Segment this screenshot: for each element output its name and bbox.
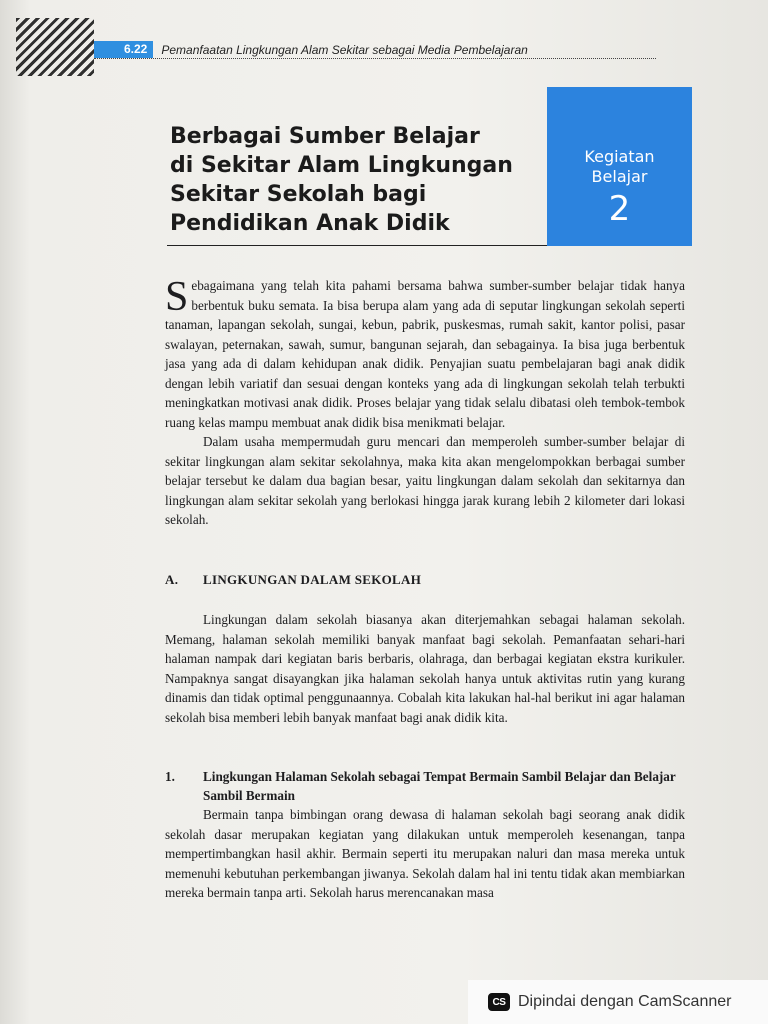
section-a-paragraph: Lingkungan dalam sekolah biasanya akan diterjemahkan sebagai halaman sekolah. Memang, halaman sekolah memiliki banyak manfaat bagi sekolah. Pemanfaatan sehari-hari halaman nampak dari kegiatan baris berbaris, olahraga, dan berbagai kegiatan ekstra kurikuler. Nampaknya sangat disayangkan jika halaman sekolah hanya untuk aktivitas rutin yang kurang dinamis dan tidak optimal penggunaannya. Cobalah kita lakukan hal-hal berikut ini agar halaman sekolah bisa memberi lebih banyak manfaat bagi anak didik kita. [165, 612, 685, 725]
running-header [94, 40, 656, 59]
section-a-title: LINGKUNGAN DALAM SEKOLAH [203, 572, 422, 587]
hatch-decoration [16, 18, 94, 76]
kb-number: 2 [608, 189, 631, 229]
kegiatan-belajar-box [547, 87, 692, 246]
drop-cap: S [165, 274, 189, 320]
section-a-label: A. [165, 572, 179, 587]
running-title: Pemanfaatan Lingkungan Alam Sekitar sebagai Media Pembelajaran [161, 43, 528, 57]
title-line: Sekitar Sekolah bagi [170, 182, 427, 207]
subsection-1-number: 1. [165, 769, 175, 784]
chapter-title [170, 122, 550, 238]
intro-paragraph-2: Dalam usaha mempermudah guru mencari dan memperoleh sumber-sumber belajar di sekitar lingkungan alam sekitar sekolahnya, maka kita akan mengelompokkan berbagai sumber belajar tersebut ke dalam dua bagian besar, yaitu lingkungan dalam sekolah dan sekitarnya dan lingkungan alam sekitar sekolah yang berlokasi hingga jarak kurang lebih 2 kilometer dari lokasi sekolah. [165, 434, 685, 527]
title-line: di Sekitar Alam Lingkungan [170, 153, 513, 178]
subsection-1-title: Lingkungan Halaman Sekolah sebagai Tempat Bermain Sambil Belajar dan Belajar Sambil Bermain [203, 769, 676, 803]
camscanner-logo-icon: CS [488, 993, 510, 1011]
title-line: Pendidikan Anak Didik [170, 211, 450, 236]
subsection-1-heading [165, 767, 685, 805]
page-number: 6.22 [94, 41, 153, 58]
watermark-text: Dipindai dengan CamScanner [518, 993, 732, 1010]
title-underline [167, 245, 547, 246]
subsection-1-body [165, 805, 685, 903]
section-a-body [165, 610, 685, 727]
kb-line1: Kegiatan [584, 147, 655, 166]
intro-para1-text: ebagaimana yang telah kita pahami bersama bahwa sumber-sumber belajar tidak hanya berbentuk buku semata. Ia bisa berupa alam yang ada di seputar lingkungan sekolah seperti tanaman, lapangan sekolah, sungai, kebun, pabrik, puskesmas, rumah sakit, kantor polisi, pasar swalayan, peternakan, sawah, sumur, bangunan sejarah, dan sebagainya. Ia bisa juga berbentuk jasa yang ada di dalam kehidupan anak didik. Penyajian suatu pembelajaran bagi anak didik dengan lebih variatif dan sesuai dengan konteks yang ada di lingkungan sekolah telah terbukti meningkatkan motivasi anak didik. Proses belajar yang tidak selalu dibatasi oleh tembok-tembok ruang kelas mampu membuat anak didik bisa menikmati belajar. [165, 278, 685, 430]
kb-line2: Belajar [591, 167, 648, 186]
camscanner-watermark [468, 980, 768, 1024]
intro-text [165, 276, 685, 530]
title-line: Berbagai Sumber Belajar [170, 124, 480, 149]
intro-paragraph-1 [165, 276, 685, 432]
section-a-heading [165, 572, 421, 588]
subsection-1-paragraph: Bermain tanpa bimbingan orang dewasa di halaman sekolah bagi seorang anak didik sekolah dasar merupakan kegiatan yang dilakukan untuk memperoleh kesenangan, tanpa mempertimbangkan hasil akhir. Bermain seperti itu merupakan naluri dan masa mereka untuk memenuhi kebutuhan perkembangan jiwanya. Sekolah dalam hal ini tentu tidak akan membiarkan mereka bermain tanpa arti. Sekolah harus merencanakan masa [165, 807, 685, 900]
